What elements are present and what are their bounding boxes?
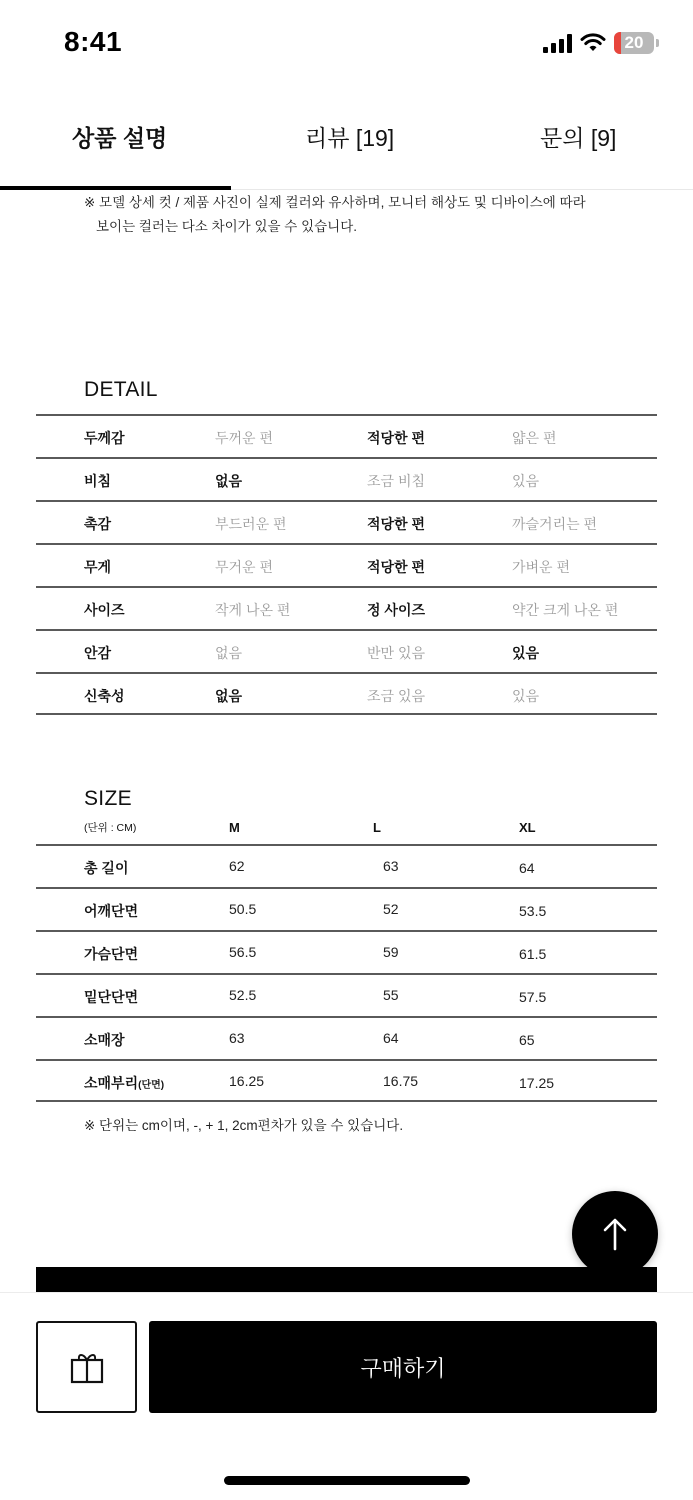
size-title: SIZE bbox=[84, 787, 132, 810]
size-row-label bbox=[84, 901, 138, 921]
tab-inquiries[interactable]: 문의 [9] bbox=[540, 125, 617, 151]
size-row-label-text: 어깨단면 bbox=[84, 903, 139, 919]
size-column-l: L bbox=[373, 820, 381, 835]
detail-row bbox=[36, 672, 657, 715]
detail-table bbox=[36, 414, 657, 715]
scroll-top-button[interactable] bbox=[572, 1191, 658, 1277]
detail-option: 까슬거리는 편 bbox=[512, 516, 598, 532]
color-notice-line1: ※ 모델 상세 컷 / 제품 사진이 실제 컬러와 유사하며, 모니터 해상도 및 디바이스에 따라 bbox=[84, 195, 586, 210]
gift-icon bbox=[70, 1350, 104, 1384]
detail-row-label: 신축성 bbox=[84, 688, 125, 704]
size-value: 65 bbox=[519, 1032, 535, 1048]
battery-icon bbox=[614, 32, 654, 54]
detail-option: 없음 bbox=[215, 645, 243, 661]
detail-option: 얇은 편 bbox=[512, 430, 557, 446]
size-value: 63 bbox=[383, 858, 399, 874]
detail-option: 있음 bbox=[512, 688, 540, 704]
detail-option: 약간 크게 나온 편 bbox=[512, 602, 619, 618]
status-bar bbox=[0, 0, 693, 90]
size-row-label-text: 가슴단면 bbox=[84, 946, 139, 962]
size-row-label bbox=[84, 858, 128, 878]
detail-option-selected: 없음 bbox=[215, 473, 243, 489]
signal-icon bbox=[543, 33, 572, 53]
wifi-icon bbox=[580, 33, 606, 53]
size-note: ※ 단위는 cm이며, -, + 1, 2cm편차가 있을 수 있습니다. bbox=[84, 1118, 404, 1133]
size-row bbox=[36, 973, 657, 1016]
gift-button[interactable] bbox=[36, 1321, 137, 1413]
size-value: 64 bbox=[383, 1030, 399, 1046]
size-column-m: M bbox=[229, 820, 240, 835]
battery-percent: 20 bbox=[624, 33, 644, 52]
bottom-action-bar bbox=[0, 1292, 693, 1500]
size-table-header bbox=[36, 818, 657, 842]
size-value: 52.5 bbox=[229, 987, 257, 1003]
detail-row-label: 두께감 bbox=[84, 430, 125, 446]
detail-row bbox=[36, 414, 657, 457]
detail-row bbox=[36, 586, 657, 629]
detail-title: DETAIL bbox=[84, 378, 158, 401]
detail-option: 가벼운 편 bbox=[512, 559, 570, 575]
detail-option-selected: 적당한 편 bbox=[367, 430, 425, 446]
size-value: 53.5 bbox=[519, 903, 547, 919]
detail-row bbox=[36, 500, 657, 543]
size-row-label bbox=[84, 1073, 164, 1093]
status-icons bbox=[543, 32, 659, 54]
size-value: 52 bbox=[383, 901, 399, 917]
detail-row-label: 비침 bbox=[84, 473, 112, 489]
size-value: 62 bbox=[229, 858, 245, 874]
detail-row-label: 촉감 bbox=[84, 516, 112, 532]
detail-row bbox=[36, 629, 657, 672]
size-value: 16.75 bbox=[383, 1073, 419, 1089]
detail-row-label: 무게 bbox=[84, 559, 112, 575]
size-row-label bbox=[84, 1030, 125, 1050]
detail-option-selected: 없음 bbox=[215, 688, 243, 704]
detail-option: 무거운 편 bbox=[215, 559, 273, 575]
battery-tip bbox=[656, 39, 659, 47]
size-row bbox=[36, 1016, 657, 1059]
size-table bbox=[36, 844, 657, 1102]
unit-label: (단위 : CM) bbox=[84, 822, 137, 834]
detail-row bbox=[36, 543, 657, 586]
arrow-up-icon bbox=[600, 1217, 630, 1251]
detail-row-label: 사이즈 bbox=[84, 602, 125, 618]
size-row-label bbox=[84, 944, 138, 964]
size-value: 16.25 bbox=[229, 1073, 265, 1089]
content-black-band bbox=[36, 1267, 657, 1293]
home-indicator[interactable] bbox=[224, 1476, 470, 1485]
tab-reviews[interactable]: 리뷰 [19] bbox=[305, 125, 395, 151]
active-tab-indicator bbox=[0, 186, 231, 190]
size-row-label-text: 소매장 bbox=[84, 1032, 125, 1048]
size-row-label-suffix: (단면) bbox=[138, 1080, 165, 1091]
size-value: 63 bbox=[229, 1030, 245, 1046]
color-notice bbox=[84, 191, 586, 239]
size-value: 57.5 bbox=[519, 989, 547, 1005]
size-row bbox=[36, 844, 657, 887]
size-value: 64 bbox=[519, 860, 535, 876]
detail-option-selected: 적당한 편 bbox=[367, 516, 425, 532]
size-row-label bbox=[84, 987, 138, 1007]
detail-option: 반만 있음 bbox=[367, 645, 425, 661]
size-value: 50.5 bbox=[229, 901, 257, 917]
size-row-label-text: 밑단단면 bbox=[84, 989, 139, 1005]
detail-row bbox=[36, 457, 657, 500]
size-row-label-text: 총 길이 bbox=[84, 860, 129, 876]
detail-option: 두꺼운 편 bbox=[215, 430, 273, 446]
detail-option-selected: 정 사이즈 bbox=[367, 602, 425, 618]
size-column-xl: XL bbox=[519, 820, 536, 835]
size-row bbox=[36, 887, 657, 930]
tab-bar bbox=[0, 90, 693, 190]
tab-description[interactable]: 상품 설명 bbox=[72, 125, 168, 151]
detail-option: 있음 bbox=[512, 473, 540, 489]
detail-option: 조금 있음 bbox=[367, 688, 425, 704]
size-row bbox=[36, 1059, 657, 1102]
size-value: 61.5 bbox=[519, 946, 547, 962]
detail-option: 조금 비침 bbox=[367, 473, 425, 489]
detail-option: 부드러운 편 bbox=[215, 516, 287, 532]
detail-option-selected: 적당한 편 bbox=[367, 559, 425, 575]
color-notice-line2: 보이는 컬러는 다소 차이가 있을 수 있습니다. bbox=[96, 219, 357, 234]
buy-button[interactable]: 구매하기 bbox=[149, 1321, 657, 1413]
size-value: 56.5 bbox=[229, 944, 257, 960]
size-row-label-text: 소매부리 bbox=[84, 1075, 139, 1091]
size-value: 59 bbox=[383, 944, 399, 960]
detail-option-selected: 있음 bbox=[512, 645, 540, 661]
status-time: 8:41 bbox=[64, 26, 123, 57]
size-value: 55 bbox=[383, 987, 399, 1003]
size-row bbox=[36, 930, 657, 973]
detail-option: 작게 나온 편 bbox=[215, 602, 291, 618]
detail-row-label: 안감 bbox=[84, 645, 112, 661]
size-value: 17.25 bbox=[519, 1075, 555, 1091]
